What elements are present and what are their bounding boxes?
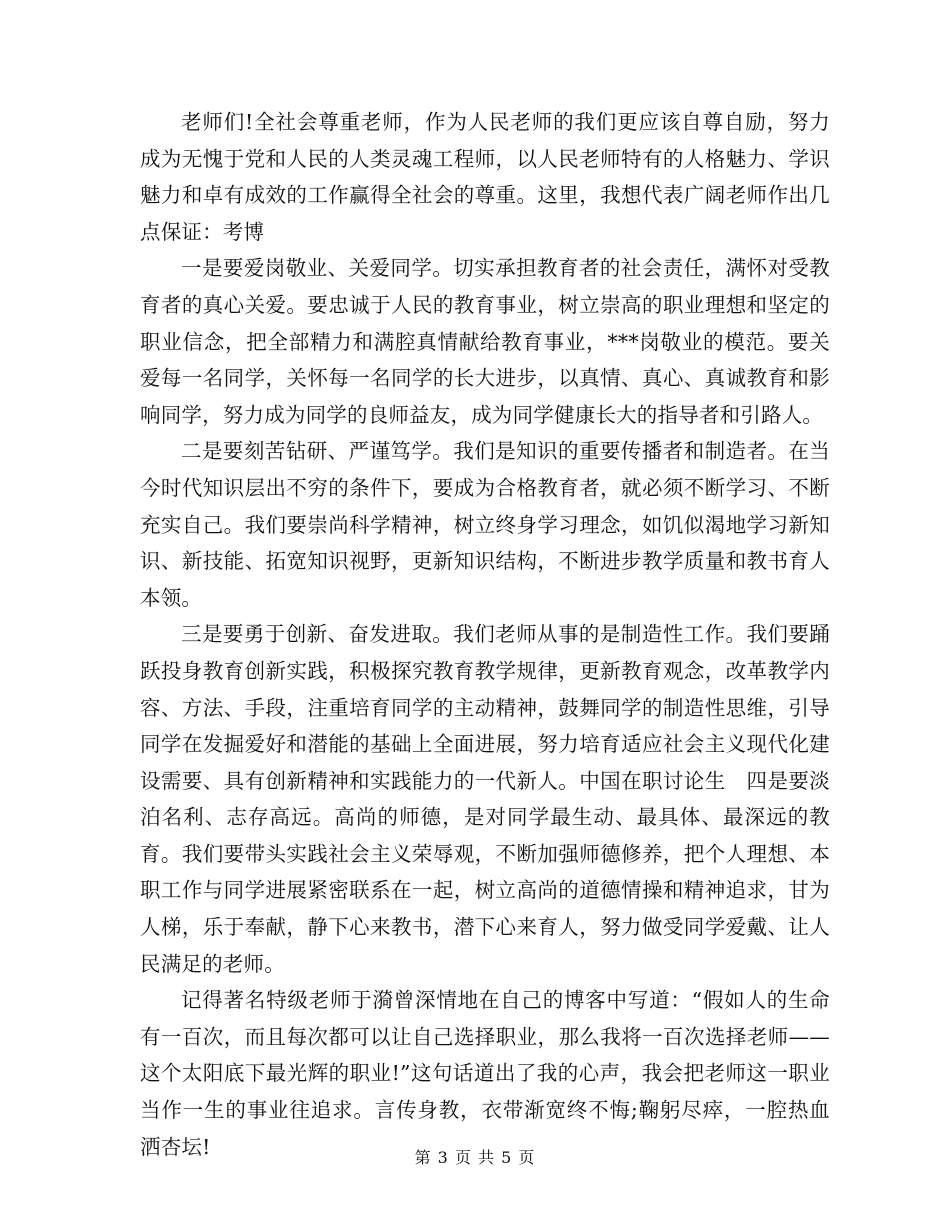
paragraph-point-three-four: 三是要勇于创新、奋发进取。我们老师从事的是制造性工作。我们要踊跃投身教育创新实践，积极探究教育教学规律，更新教育观念，改革教学内容、方法、手段，注重培育同学的主动精神，鼓舞同学的制造性思维，引导同学在发掘爱好和潜能的基础上全面进展，努力培育适应社会主义现代化建设需要、具有创新精神和实践能力的一代新人。中国在职讨论生 四是要淡泊名利、志存高远。高尚的师德，是对同学最生动、最具体、最深远的教育。我们要带头实践社会主义荣辱观，不断加强师德修养，把个人理想、本职工作与同学进展紧密联系在一起，树立高尚的道德情操和精神追求，甘为人梯，乐于奉献，静下心来教书，潜下心来育人，努力做受同学爱戴、让人民满足的老师。 — [140, 622, 830, 976]
paragraph-point-one: 一是要爱岗敬业、关爱同学。切实承担教育者的社会责任，满怀对受教育者的真心关爱。要忠诚于人民的教育事业，树立崇高的职业理想和坚定的职业信念，把全部精力和满腔真情献给教育事业，***岗敬业的模范。要关爱每一名同学，关怀每一名同学的长大进步，以真情、真心、真诚教育和影响同学，努力成为同学的良师益友，成为同学健康长大的指导者和引路人。 — [140, 256, 830, 427]
document-body — [140, 104, 830, 1165]
paragraph-conclusion: 记得著名特级老师于漪曾深情地在自己的博客中写道：“假如人的生命有一百次，而且每次都可以让自己选择职业，那么我将一百次选择老师——这个太阳底下最光辉的职业!”这句话道出了我的心声，我会把老师这一职业当作一生的事业往追求。言传身教，衣带渐宽终不悔;鞠躬尽瘁，一腔热血洒杏坛! — [140, 988, 830, 1159]
paragraph-intro: 老师们!全社会尊重老师，作为人民老师的我们更应该自尊自励，努力成为无愧于党和人民的人类灵魂工程师，以人民老师特有的人格魅力、学识魅力和卓有成效的工作赢得全社会的尊重。这里，我想代表广阔老师作出几点保证：考博 — [140, 110, 830, 244]
paragraph-point-two: 二是要刻苦钻研、严谨笃学。我们是知识的重要传播者和制造者。在当今时代知识层出不穷的条件下，要成为合格教育者，就必须不断学习、不断充实自己。我们要崇尚科学精神，树立终身学习理念，如饥似渴地学习新知识、新技能、拓宽知识视野，更新知识结构，不断进步教学质量和教书育人本领。 — [140, 439, 830, 610]
page-number-footer: 第 3 页 共 5 页 — [414, 1148, 536, 1167]
